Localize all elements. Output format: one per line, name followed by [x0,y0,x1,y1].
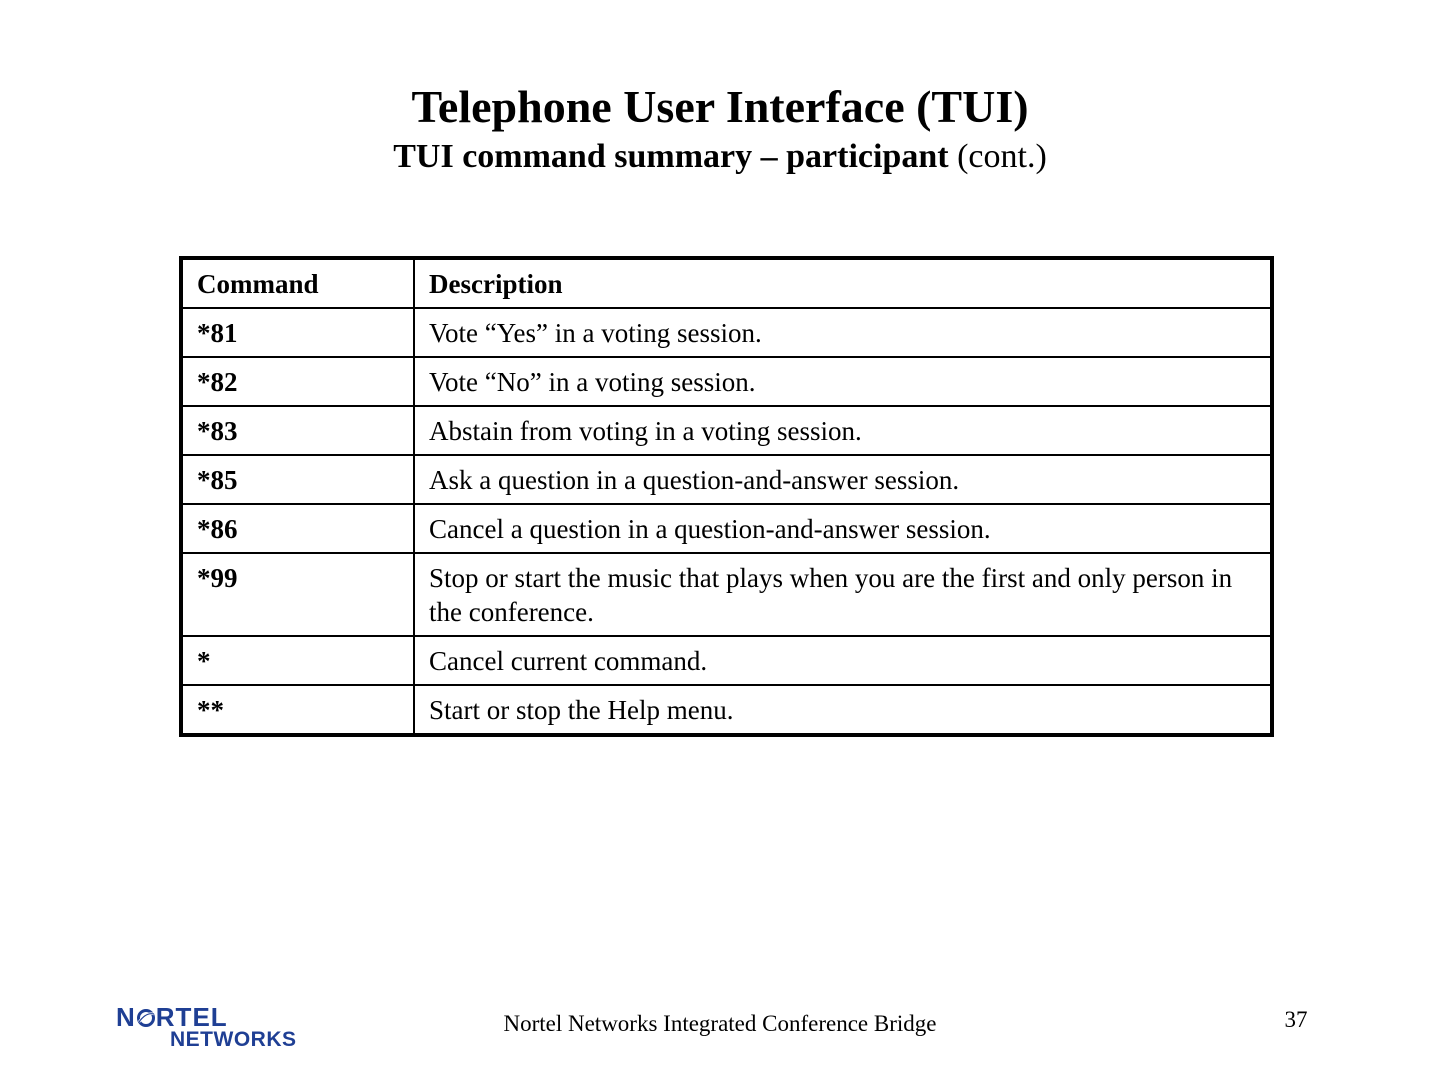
header-description: Description [414,258,1272,308]
table-row [181,455,1272,504]
table-row [181,406,1272,455]
description-cell: Vote “Yes” in a voting session. [414,308,1272,357]
header-command: Command [181,258,414,308]
logo-letters-rtel: RTEL [155,1002,228,1032]
description-cell: Start or stop the Help menu. [414,685,1272,735]
table-row [181,685,1272,735]
description-cell: Cancel current command. [414,636,1272,685]
command-table [179,256,1274,737]
logo-letter-n: N [116,1002,136,1032]
table-row [181,553,1272,636]
command-cell: *99 [181,553,414,636]
command-cell: *85 [181,455,414,504]
command-cell: *81 [181,308,414,357]
description-cell: Stop or start the music that plays when you are the first and only person in the conference. [414,553,1272,636]
logo-wordmark-bottom: NETWORKS [170,1028,297,1051]
table-row [181,504,1272,553]
subtitle-bold: TUI command summary – participant [393,138,949,175]
description-cell: Vote “No” in a voting session. [414,357,1272,406]
page-title: Telephone User Interface (TUI) [411,81,1029,132]
command-cell: ** [181,685,414,735]
command-cell: *83 [181,406,414,455]
description-cell: Abstain from voting in a voting session. [414,406,1272,455]
table-row [181,357,1272,406]
command-cell: *82 [181,357,414,406]
table-row [181,308,1272,357]
command-cell: *86 [181,504,414,553]
table-row [181,636,1272,685]
description-cell: Ask a question in a question-and-answer session. [414,455,1272,504]
table-header-row [181,258,1272,308]
subtitle-continued: (cont.) [948,138,1047,175]
footer-title: Nortel Networks Integrated Conference Bridge [503,1011,937,1036]
description-cell: Cancel a question in a question-and-answer session. [414,504,1272,553]
page-number: 37 [1284,1007,1308,1032]
command-cell: * [181,636,414,685]
page-subtitle [0,136,1440,178]
